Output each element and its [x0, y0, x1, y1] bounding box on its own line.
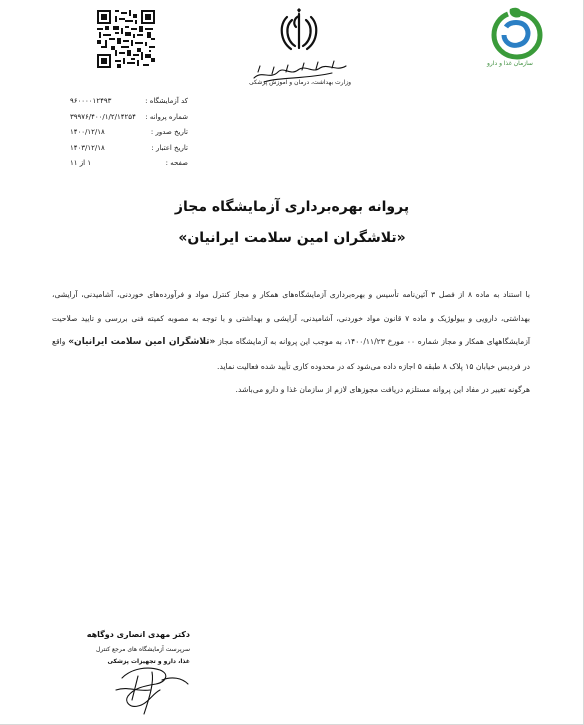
document-title: پروانه بهره‌برداری آزمایشگاه مجاز [174, 199, 410, 215]
lab-name-title: «تلاشگران امین سلامت ایرانیان» [178, 230, 406, 246]
signature-mark [108, 656, 193, 718]
license-body [52, 283, 530, 402]
iran-emblem-icon [277, 8, 321, 56]
meta-issue-date: تاریخ صدور : ۱۴۰۰/۱۲/۱۸ [70, 128, 188, 136]
signer-role: سرپرست آزمایشگاه های مرجع کنترل [95, 646, 190, 653]
signer-name: دکتر مهدی انصاری دوگاهه [86, 630, 190, 639]
lab-name-inline: «تلاشگران امین سلامت ایرانیان» [68, 337, 216, 348]
qr-code-icon [97, 10, 155, 68]
ifda-caption: سازمان غذا و دارو [487, 60, 533, 67]
meta-license-number: شماره پروانه : ۳۹۹۷۶/۴۰۰/۱/۲/۱۴۲۵۴ [70, 112, 188, 121]
ifda-logo-icon [488, 5, 546, 63]
signer-organization: غذا، دارو و تجهیزات پزشکی [107, 658, 190, 665]
ministry-caption: وزارت بهداشت، درمان و آموزش پزشکی [248, 79, 352, 86]
meta-expiry-date: تاریخ اعتبار : ۱۴۰۳/۱۲/۱۸ [70, 143, 188, 152]
meta-lab-code: کد آزمایشگاه : ۹۶۰۰۰۰۱۲۴۹۳ [70, 97, 188, 105]
body-paragraph-2: هرگونه تغییر در مفاد این پروانه مستلزم دریافت مجوزهای لازم از سازمان غذا و دارو می‌باشد. [235, 385, 530, 395]
body-paragraph-1: با استناد به ماده ۸ از فصل ۳ آئین‌نامه تأسیس و بهره‌برداری آزمایشگاه‌های همکار و مجاز کنترل مواد و فرآورده‌های خوردنی، آشامیدنی، آرایشی، بهداشتی، دارویی و بیولوژیک و ماده ۷ قانون مواد خوردنی، آشامیدنی، آرایشی و بهداشتی و با توجه به مصوبه کمیته فنی بررسی و تایید صلاحیت آزمایشگاههای همکار و مجاز شماره ۰۰ مورخ ۱۴۰۰/۱۱/۲۳، به موجب این پروانه به آزمایشگاه مجاز «تلاشگران امین سلامت ایرانیان» واقع در فردیس خیابان ۱۵ پلاک ۸ طبقه ۵ اجازه داده می‌شود که در محدوده کاری تأیید شده فعالیت نماید. [52, 290, 530, 371]
meta-page: صفحه : ۱ از ۱۱ [70, 159, 188, 167]
license-meta [70, 94, 188, 172]
